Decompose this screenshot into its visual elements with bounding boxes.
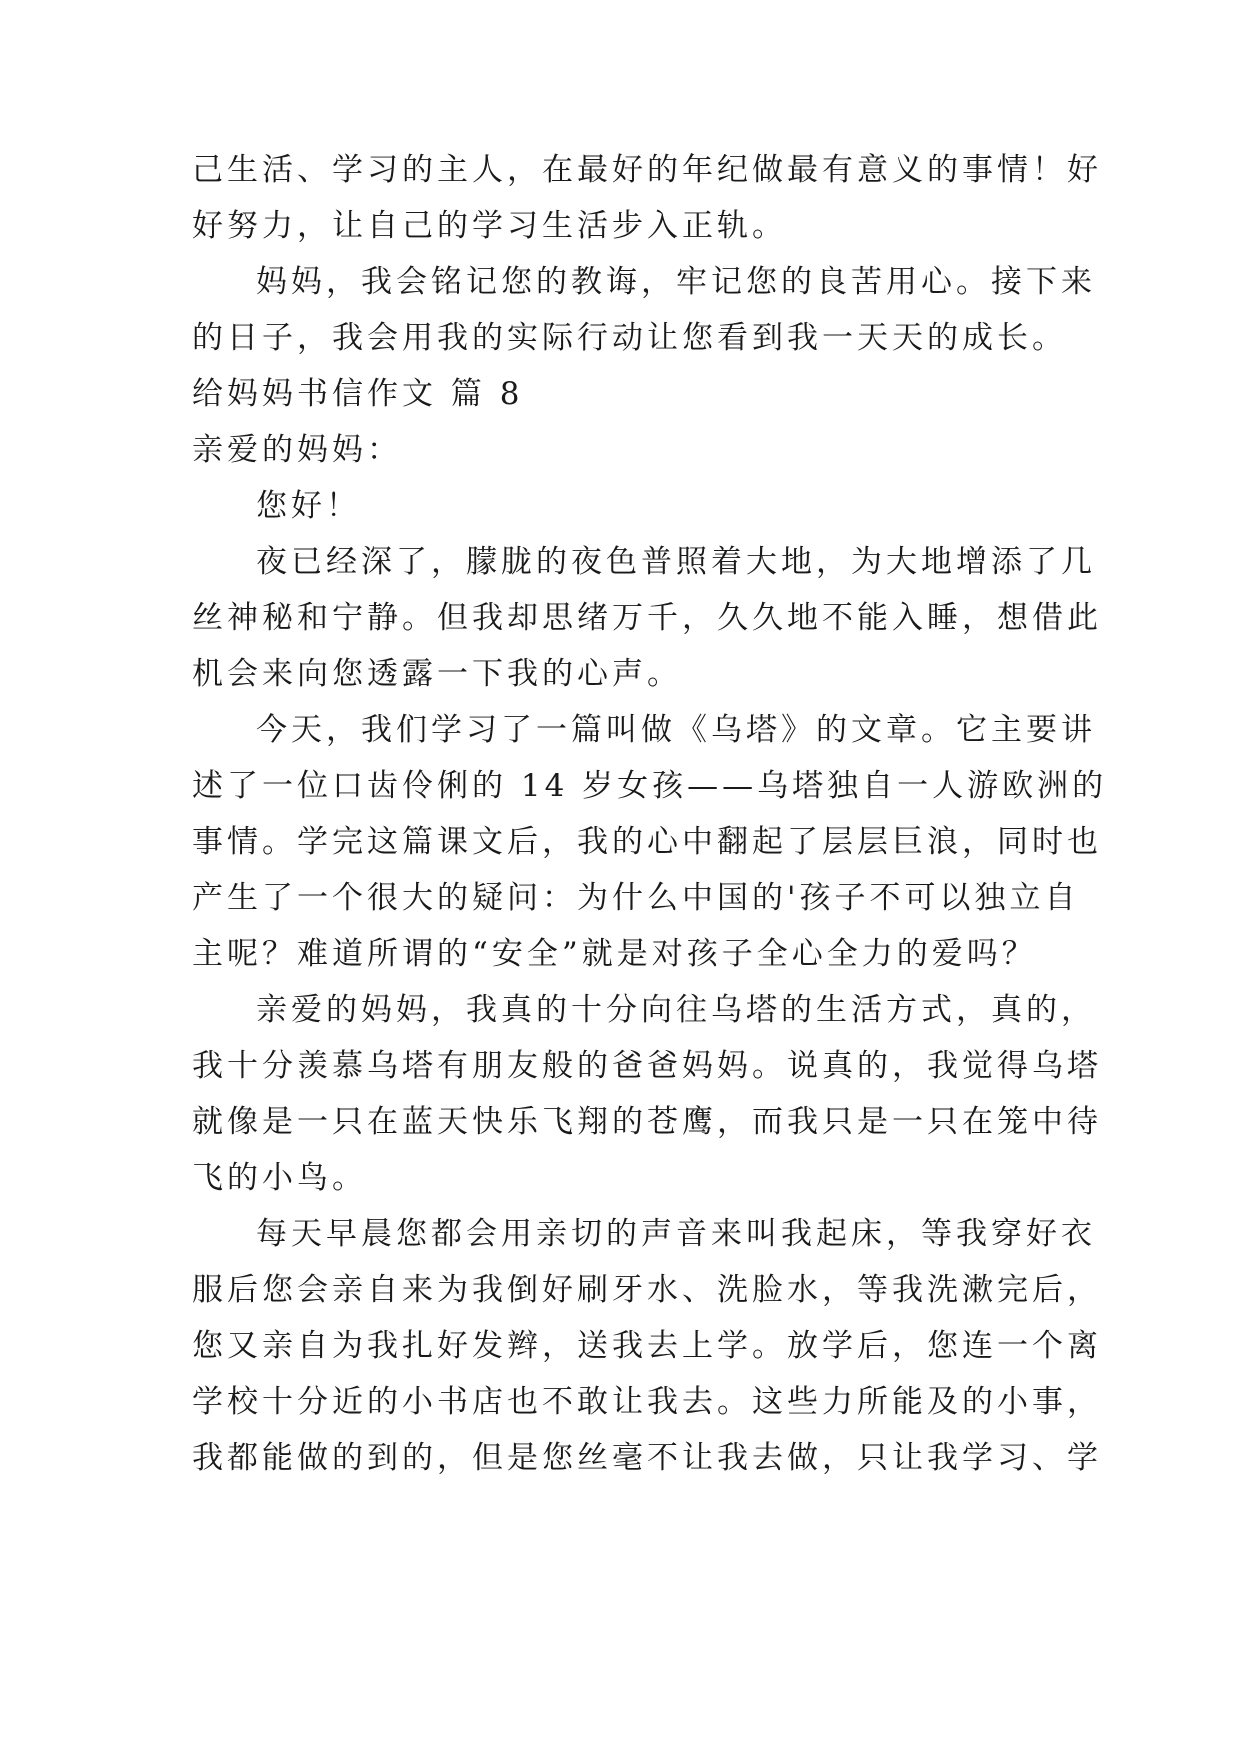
text-line: 机会来向您透露一下我的心声。 bbox=[192, 656, 682, 692]
text-line: 产生了一个很大的疑问：为什么中国的'孩子不可以独立自 bbox=[192, 880, 1080, 916]
section-heading: 给妈妈书信作文 篇 8 bbox=[192, 376, 524, 412]
text-line: 夜已经深了，朦胧的夜色普照着大地，为大地增添了几 bbox=[256, 544, 1096, 580]
text-line: 我十分羡慕乌塔有朋友般的爸爸妈妈。说真的，我觉得乌塔 bbox=[192, 1048, 1102, 1084]
text-line: 述了一位口齿伶俐的 14 岁女孩——乌塔独自一人游欧洲的 bbox=[192, 768, 1108, 804]
text-line: 学校十分近的小书店也不敢让我去。这些力所能及的小事， bbox=[192, 1384, 1102, 1420]
text-line: 您又亲自为我扎好发辫，送我去上学。放学后，您连一个离 bbox=[192, 1328, 1102, 1364]
text-line: 飞的小鸟。 bbox=[192, 1160, 367, 1196]
greeting: 您好！ bbox=[256, 488, 361, 524]
text-line: 己生活、学习的主人，在最好的年纪做最有意义的事情！好 bbox=[192, 152, 1102, 188]
text-line: 的日子，我会用我的实际行动让您看到我一天天的成长。 bbox=[192, 320, 1067, 356]
text-line: 就像是一只在蓝天快乐飞翔的苍鹰，而我只是一只在笼中待 bbox=[192, 1104, 1102, 1140]
text-line: 主呢？难道所谓的“安全”就是对孩子全心全力的爱吗？ bbox=[192, 936, 1037, 972]
text-line: 妈妈，我会铭记您的教诲，牢记您的良苦用心。接下来 bbox=[256, 264, 1096, 300]
text-line: 每天早晨您都会用亲切的声音来叫我起床，等我穿好衣 bbox=[256, 1216, 1096, 1252]
text-line: 服后您会亲自来为我倒好刷牙水、洗脸水，等我洗漱完后， bbox=[192, 1272, 1102, 1308]
text-line: 今天，我们学习了一篇叫做《乌塔》的文章。它主要讲 bbox=[256, 712, 1096, 748]
text-line: 亲爱的妈妈，我真的十分向往乌塔的生活方式，真的， bbox=[256, 992, 1096, 1028]
text-line: 好努力，让自己的学习生活步入正轨。 bbox=[192, 208, 787, 244]
salutation: 亲爱的妈妈： bbox=[192, 432, 402, 468]
text-line: 丝神秘和宁静。但我却思绪万千，久久地不能入睡，想借此 bbox=[192, 600, 1102, 636]
text-line: 事情。学完这篇课文后，我的心中翻起了层层巨浪，同时也 bbox=[192, 824, 1102, 860]
text-line: 我都能做的到的，但是您丝毫不让我去做，只让我学习、学 bbox=[192, 1440, 1102, 1476]
